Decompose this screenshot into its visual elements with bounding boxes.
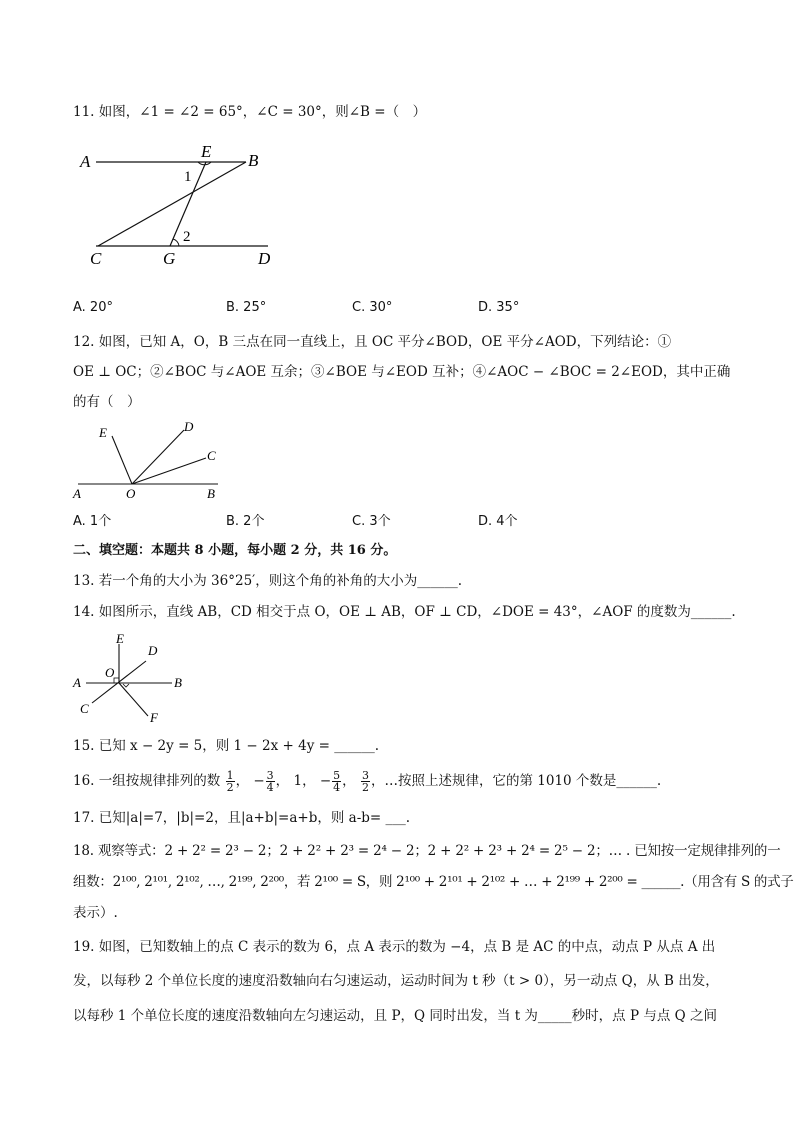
q14-label-A: A [73,675,81,690]
q16-suffix: ，…按照上述规律，它的第 1010 个数是______. [370,773,662,789]
q12-label-D: D [184,419,194,434]
q16-term-4: $\frac{5}{4}$ [333,769,341,794]
q12-line1: 12. 如图，已知 A，O，B 三点在同一直线上，且 OC 平分∠BOD，OE 平分∠AOD，下列结论：① [73,334,672,350]
q14-figure [70,628,190,726]
q14-label-E: E [116,631,124,646]
q11-label-E: E [201,142,212,161]
q14-label-B: B [174,675,182,690]
q11-option-b: B. 25° [226,300,267,315]
q19-line2: 发，以每秒 2 个单位长度的速度沿数轴向右匀速运动，运动时间为 t 秒（t > 0），另一动点 Q，从 B 出发， [73,973,719,989]
q12-label-E: E [99,425,107,440]
q11-figure [78,140,288,270]
q16-term-1: $\frac{1}{2}$ [226,769,234,794]
q16-term-3: 1 [293,773,303,789]
q12-label-O: O [126,486,136,501]
q12-label-C: C [207,448,216,463]
q11-label-A: A [80,152,91,171]
q11-label-G: G [163,249,176,268]
q12-option-b: B. 2个 [226,514,265,529]
q16: 16. 一组按规律排列的数 $\frac{1}{2}$ ， − $\frac{3}{4}$ ， 1， − $\frac{5}{4}$ ， $\frac{3}{2}$ ，…按照上述规律，它的第 1010 个数是______. [73,769,662,794]
q15: 15. 已知 x − 2y = 5，则 1 − 2x + 4y = ______. [73,738,380,754]
q13: 13. 若一个角的大小为 36°25′，则这个角的补角的大小为______. [73,573,463,589]
q11-label-2: 2 [183,229,191,245]
q12-figure [70,418,230,504]
q12-option-a: A. 1个 [73,514,112,529]
q18-line3: 表示）. [73,905,118,921]
q11-label-1: 1 [184,169,192,185]
q14-label-O: O [105,665,115,680]
q11-label-C: C [90,249,102,268]
q11-stem: 11. 如图，∠1 = ∠2 = 65°，∠C = 30°，则∠B =（ ） [73,104,427,120]
q16-term-2: $\frac{3}{4}$ [266,769,274,794]
q19-line1: 19. 如图，已知数轴上的点 C 表示的数为 6，点 A 表示的数为 −4，点 B 是 AC 的中点，动点 P 从点 A 出 [73,939,716,955]
q12-line2: OE ⊥ OC；②∠BOC 与∠AOE 互余；③∠BOE 与∠EOD 互补；④∠AOC − ∠BOC = 2∠EOD，其中正确 [73,364,731,380]
q14-label-C: C [80,701,89,716]
q14-label-F: F [150,710,158,725]
section-2-heading: 二、填空题：本题共 8 小题，每小题 2 分，共 16 分。 [73,543,397,558]
q14-label-D: D [148,643,158,658]
q18-line2: 组数：2¹⁰⁰, 2¹⁰¹, 2¹⁰², …, 2¹⁹⁹, 2²⁰⁰，若 2¹⁰⁰ = S，则 2¹⁰⁰ + 2¹⁰¹ + 2¹⁰² + … + 2¹⁹⁹ + 2²⁰⁰ = ______.（用含有 S 的式子 [73,874,794,890]
q12-option-c: C. 3个 [352,514,391,529]
q11-option-a: A. 20° [73,300,113,315]
q18-line1: 18. 观察等式：2 + 2² = 2³ − 2；2 + 2² + 2³ = 2⁴ − 2；2 + 2² + 2³ + 2⁴ = 2⁵ − 2；… . 已知按一定规律排列的一 [73,843,781,859]
q12-label-B: B [207,486,215,501]
q12-option-d: D. 4个 [478,514,518,529]
q17: 17. 已知|a|=7，|b|=2，且|a+b|=a+b，则 a-b= ___. [73,810,411,826]
q19-line3: 以每秒 1 个单位长度的速度沿数轴向左匀速运动，且 P，Q 同时出发，当 t 为_____秒时，点 P 与点 Q 之间 [73,1008,717,1024]
q14-stem: 14. 如图所示，直线 AB，CD 相交于点 O，OE ⊥ AB，OF ⊥ CD，∠DOE = 43°，∠AOF 的度数为______. [73,604,736,620]
q11-option-d: D. 35° [478,300,520,315]
q11-label-B: B [248,151,259,170]
q16-prefix: 16. 一组按规律排列的数 [73,773,221,789]
q12-line3: 的有（ ） [73,394,141,410]
q11-option-c: C. 30° [352,300,393,315]
q12-label-A: A [73,486,81,501]
q16-term-5: $\frac{3}{2}$ [361,769,369,794]
q11-label-D: D [258,249,271,268]
